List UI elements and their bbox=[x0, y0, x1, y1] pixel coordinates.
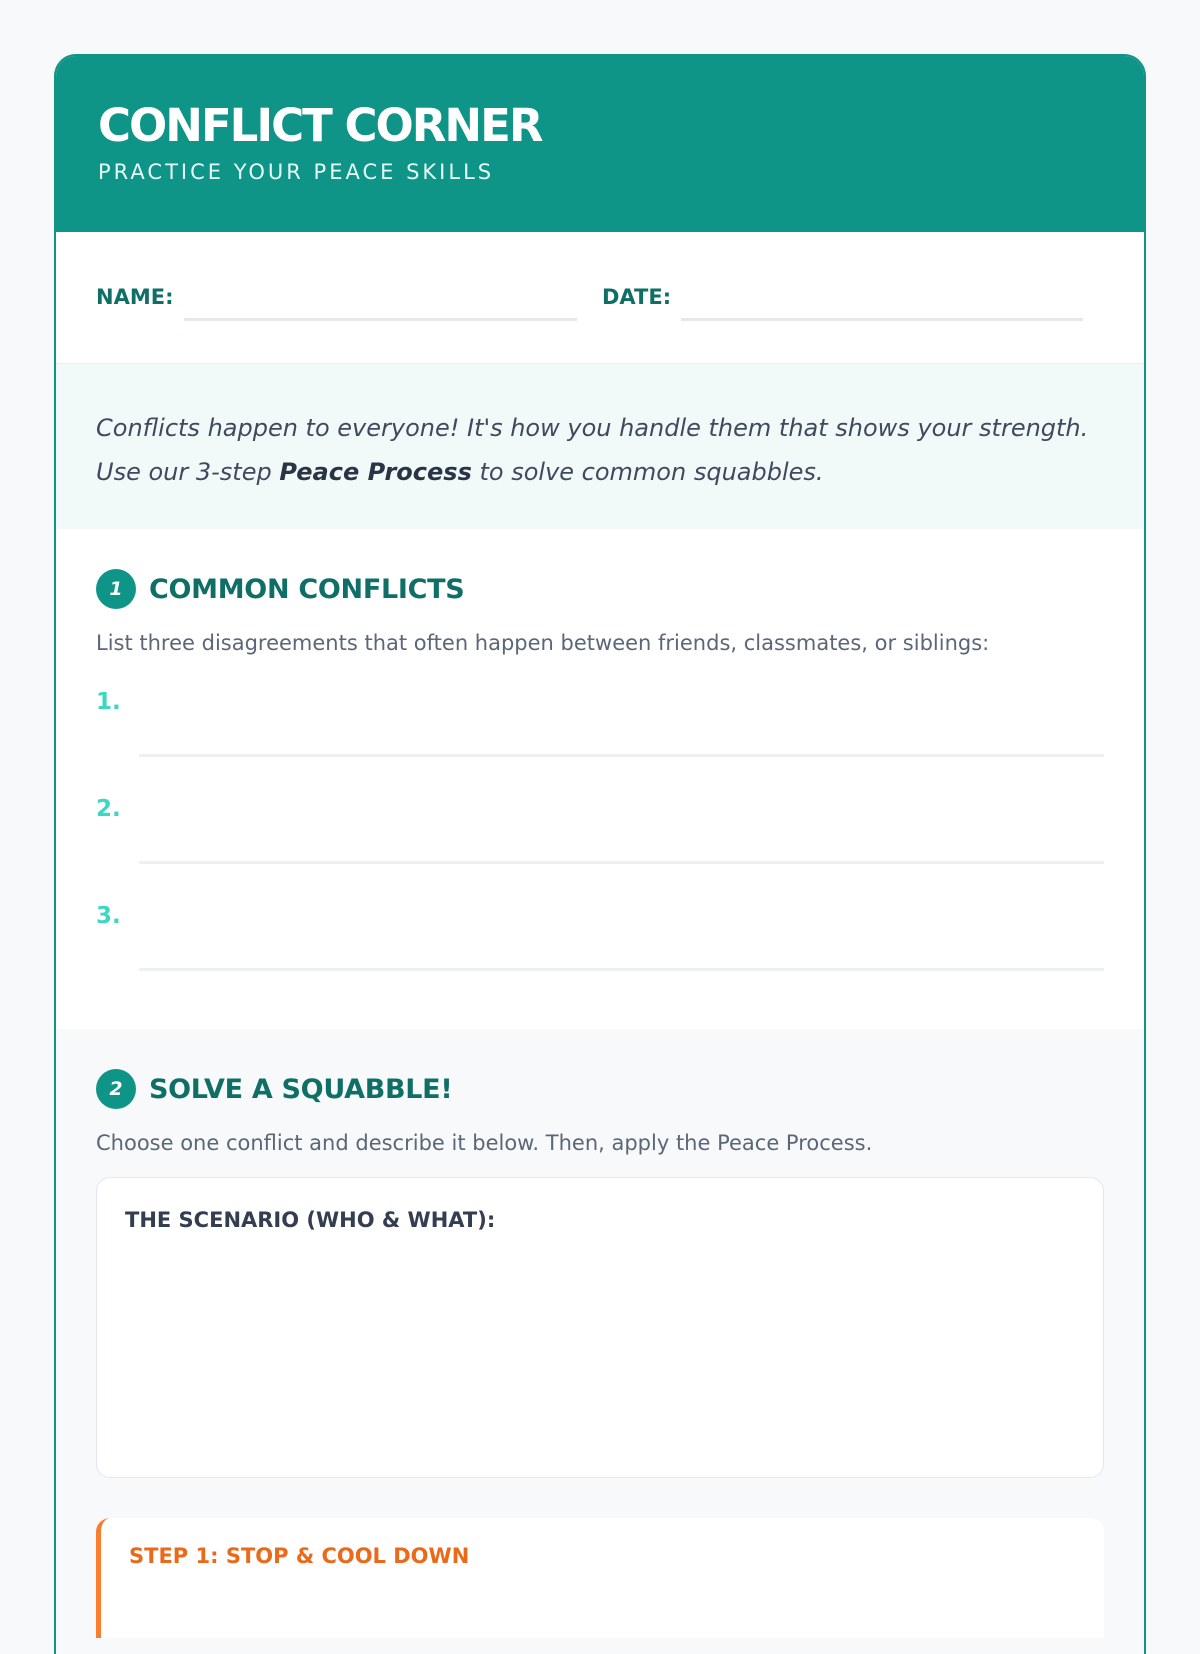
date-field[interactable] bbox=[681, 318, 1083, 321]
intro-panel bbox=[56, 364, 1144, 529]
intro-line-2-prefix: Use our 3-step bbox=[96, 458, 280, 486]
name-label: NAME: bbox=[96, 285, 174, 309]
section-1-description: List three disagreements that often happen between friends, classmates, or siblings: bbox=[96, 631, 990, 655]
intro-line-2 bbox=[96, 450, 1104, 494]
section-1-heading bbox=[96, 569, 1104, 609]
worksheet-title: CONFLICT CORNER bbox=[98, 99, 542, 152]
scenario-box[interactable] bbox=[96, 1177, 1104, 1478]
name-date-row bbox=[56, 232, 1144, 364]
answer-line[interactable] bbox=[139, 754, 1104, 757]
section-2-heading bbox=[96, 1069, 1104, 1109]
section-number-badge: 1 bbox=[96, 569, 136, 609]
list-number: 1. bbox=[96, 689, 121, 715]
section-2-title: SOLVE A SQUABBLE! bbox=[149, 1073, 453, 1105]
list-number: 3. bbox=[96, 903, 121, 929]
section-solve-squabble bbox=[56, 1029, 1144, 1654]
list-number: 2. bbox=[96, 796, 121, 822]
section-number-badge: 2 bbox=[96, 1069, 136, 1109]
section-common-conflicts bbox=[56, 529, 1144, 1029]
step-1-card bbox=[96, 1518, 1104, 1638]
worksheet-card bbox=[54, 54, 1146, 1654]
list-item bbox=[96, 889, 1104, 996]
list-item bbox=[96, 675, 1104, 782]
conflict-list bbox=[96, 675, 1104, 996]
intro-line-2-suffix: to solve common squabbles. bbox=[471, 458, 824, 486]
scenario-label: THE SCENARIO (WHO & WHAT): bbox=[125, 1208, 496, 1232]
step-1-label: STEP 1: STOP & COOL DOWN bbox=[129, 1544, 470, 1568]
section-2-description: Choose one conflict and describe it below. Then, apply the Peace Process. bbox=[96, 1131, 873, 1155]
date-label: DATE: bbox=[602, 285, 672, 309]
list-item bbox=[96, 782, 1104, 889]
worksheet-subtitle: PRACTICE YOUR PEACE SKILLS bbox=[98, 160, 495, 184]
name-field[interactable] bbox=[184, 318, 577, 321]
intro-line-1: Conflicts happen to everyone! It's how you handle them that shows your strength. bbox=[96, 414, 1089, 442]
section-1-title: COMMON CONFLICTS bbox=[149, 573, 465, 605]
worksheet-header bbox=[56, 56, 1144, 232]
answer-line[interactable] bbox=[139, 861, 1104, 864]
intro-emphasis: Peace Process bbox=[279, 458, 472, 486]
answer-line[interactable] bbox=[139, 968, 1104, 971]
